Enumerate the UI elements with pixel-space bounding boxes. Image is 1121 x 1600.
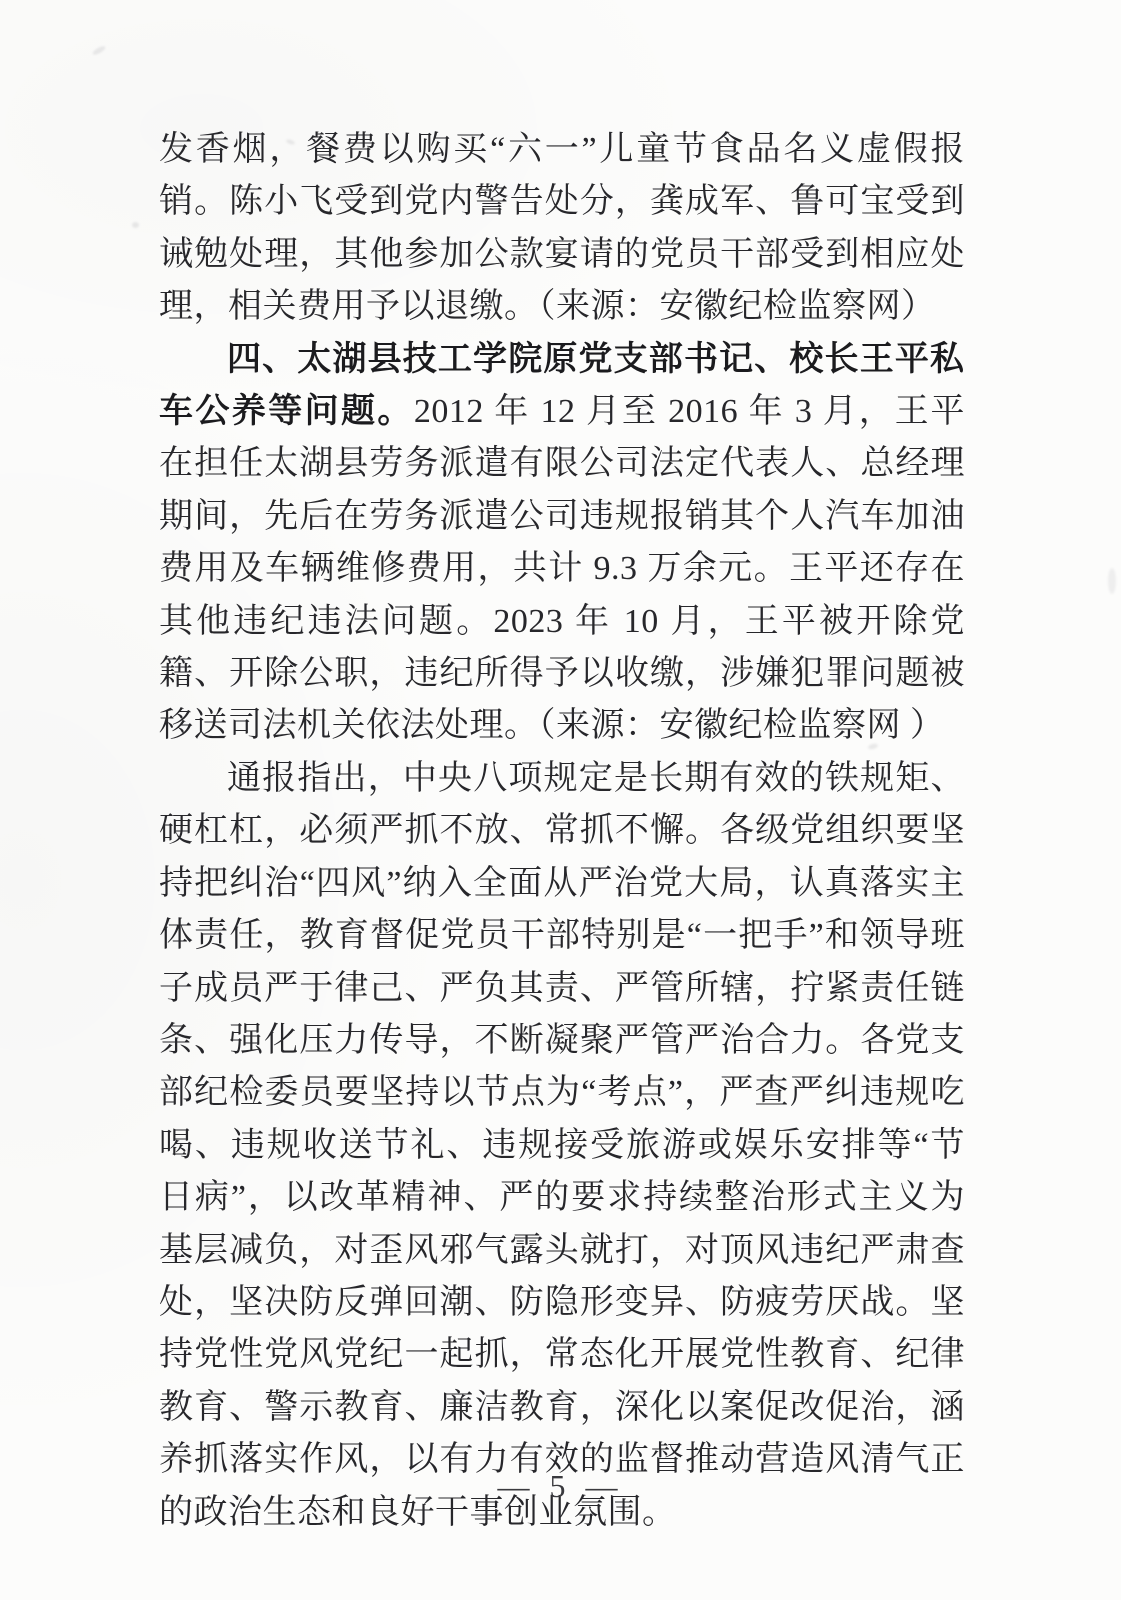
- scan-artifact: [132, 222, 139, 228]
- page-footer: [0, 1466, 1121, 1506]
- document-body: [159, 124, 965, 1539]
- section-4-body: 2012 年 12 月至 2016 年 3 月，王平在担任太湖县劳务派遣有限公司法定代表人、总经理期间，先后在劳务派遣公司违规报销其个人汽车加油费用及车辆维修费用，共计 9.3 万余元。王平还存在其他违纪违法问题。2023 年 10 月，王平被开除党籍、开除公职，违纪所得予以收缴，涉嫌犯罪问题被移送司法机关依法处理。（来源：安徽纪检监察网 ）: [159, 393, 966, 745]
- scan-artifact: [1108, 568, 1116, 594]
- paragraph-conclusion-notice: 通报指出，中央八项规定是长期有效的铁规矩、硬杠杠，必须严抓不放、常抓不懈。各级党组织要坚持把纠治“四风”纳入全面从严治党大局，认真落实主体责任，教育督促党员干部特别是“一把手”和领导班子成员严于律己、严负其责、严管所辖，拧紧责任链条、强化压力传导，不断凝聚严管严治合力。各党支部纪检委员要坚持以节点为“考点”，严查严纠违规吃喝、违规收送节礼、违规接受旅游或娱乐安排等“节日病”，以改革精神、严的要求持续整治形式主义为基层减负，对歪风邪气露头就打，对顶风违纪严肃查处，坚决防反弹回潮、防隐形变异、防疲劳厌战。坚持党性党风党纪一起抓，常态化开展党性教育、纪律教育、警示教育、廉洁教育，深化以案促改促治，涵养抓落实作风，以有力有效的监督推动营造风清气正的政治生态和良好干事创业氛围。: [159, 759, 965, 1531]
- paragraph-continuation-case3: 发香烟，餐费以购买“六一”儿童节食品名义虚假报销。陈小飞受到党内警告处分，龚成军、鲁可宝受到诫勉处理，其他参加公款宴请的党员干部受到相应处理，相关费用予以退缴。（来源：安徽纪检监察网）: [159, 131, 965, 326]
- scan-artifact: [92, 45, 107, 56]
- paragraph-case4-wangping: [159, 334, 965, 753]
- page-number: — 5 —: [497, 1468, 624, 1504]
- section-4-heading: 四、太湖县技工学院原党支部书记、校长王平私车公养等问题。: [159, 340, 965, 431]
